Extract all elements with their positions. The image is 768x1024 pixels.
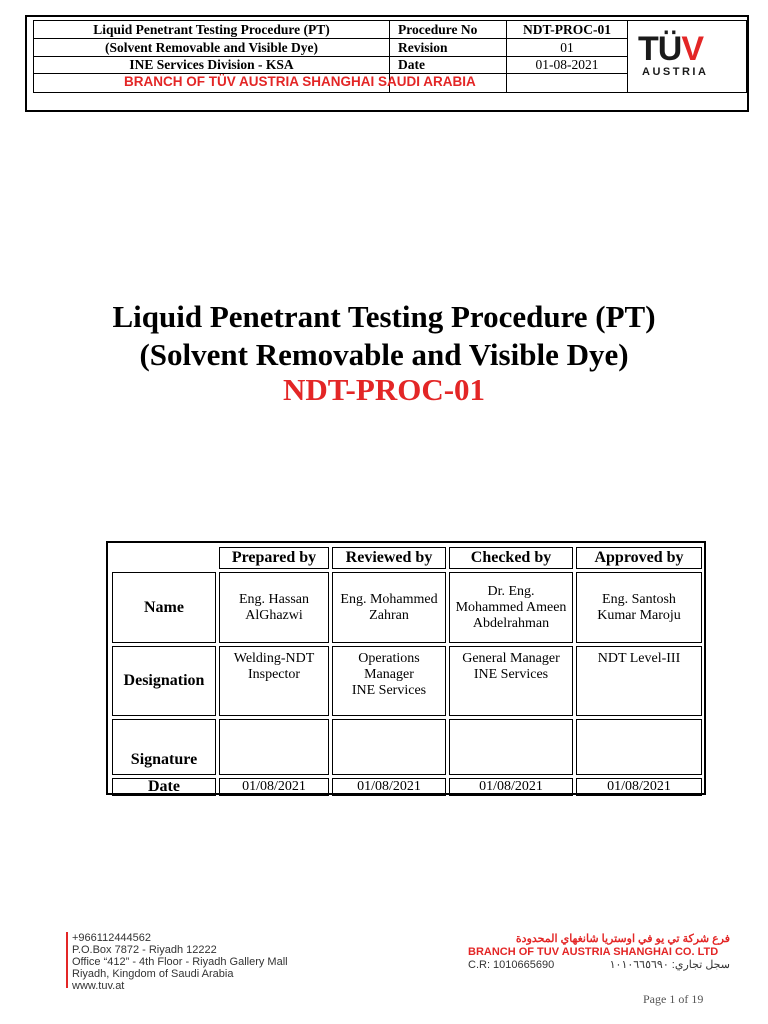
date-value: 01-08-2021 [507,57,628,74]
header-title-line2: (Solvent Removable and Visible Dye) [34,39,390,57]
date-reviewed: 01/08/2021 [332,778,446,796]
signature-prepared [219,719,329,775]
signature-approved [576,719,702,775]
footer-office: Office “412” - 4th Floor - Riyadh Gallery Mall [72,956,288,968]
procedure-no-value: NDT-PROC-01 [507,21,628,39]
name-reviewed: Eng. Mohammed Zahran [332,572,446,643]
row-label-name: Name [112,572,216,643]
footer-english-name: BRANCH OF TUV AUSTRIA SHANGHAI CO. LTD [468,946,719,958]
row-label-designation: Designation [112,646,216,716]
designation-prepared: Welding-NDT Inspector [219,646,329,716]
date-checked: 01/08/2021 [449,778,573,796]
branch-label: BRANCH OF TÜV AUSTRIA SHANGHAI SAUDI ARABIA [124,74,476,89]
corner-cell [112,547,216,569]
logo-v-icon: V [681,30,704,68]
procedure-no-label: Procedure No [390,21,507,39]
division-label: INE Services Division - KSA [34,57,390,74]
name-checked: Dr. Eng. Mohammed Ameen Abdelrahman [449,572,573,643]
revision-label: Revision [390,39,507,57]
footer-phone: +966112444562 [72,932,152,944]
tuv-austria-logo [638,32,730,82]
designation-reviewed: Operations Manager INE Services [332,646,446,716]
footer-website[interactable]: www.tuv.at [72,980,125,992]
date-approved: 01/08/2021 [576,778,702,796]
footer-cr-row [468,959,730,972]
footer-city: Riyadh, Kingdom of Saudi Arabia [72,968,234,980]
col-checked-by: Checked by [449,547,573,569]
revision-value: 01 [507,39,628,57]
designation-checked: General Manager INE Services [449,646,573,716]
empty-value-cell [507,74,628,93]
footer-arabic-name: فرع شركة تي يو في اوستريا شانغهاي المحدودة [515,933,730,945]
signature-checked [449,719,573,775]
col-reviewed-by: Reviewed by [332,547,446,569]
page-number: Page 1 of 19 [643,992,704,1006]
row-label-signature: Signature [112,719,216,775]
footer-cr-arabic: سجل تجاري: ١٠١٠٦٦٥٦٩٠ [609,959,730,971]
approval-table [109,544,705,799]
footer-company [468,933,730,972]
document-title-line1: Liquid Penetrant Testing Procedure (PT) [112,299,656,334]
footer-contact [72,932,288,992]
document-code: NDT-PROC-01 [282,372,486,407]
footer-pobox: P.O.Box 7872 - Riyadh 12222 [72,944,217,956]
date-prepared: 01/08/2021 [219,778,329,796]
document-title-line2: (Solvent Removable and Visible Dye) [139,337,629,372]
row-label-date: Date [112,778,216,796]
name-approved: Eng. Santosh Kumar Maroju [576,572,702,643]
signature-reviewed [332,719,446,775]
logo-text: TÜ [638,30,682,68]
name-prepared: Eng. Hassan AlGhazwi [219,572,329,643]
footer-cr: C.R: 1010665690 [468,959,555,971]
logo-subtext: AUSTRIA [642,66,709,78]
date-label: Date [390,57,507,74]
footer-divider [66,932,68,988]
col-approved-by: Approved by [576,547,702,569]
designation-approved: NDT Level-III [576,646,702,716]
header-title-line1: Liquid Penetrant Testing Procedure (PT) [34,21,390,39]
col-prepared-by: Prepared by [219,547,329,569]
